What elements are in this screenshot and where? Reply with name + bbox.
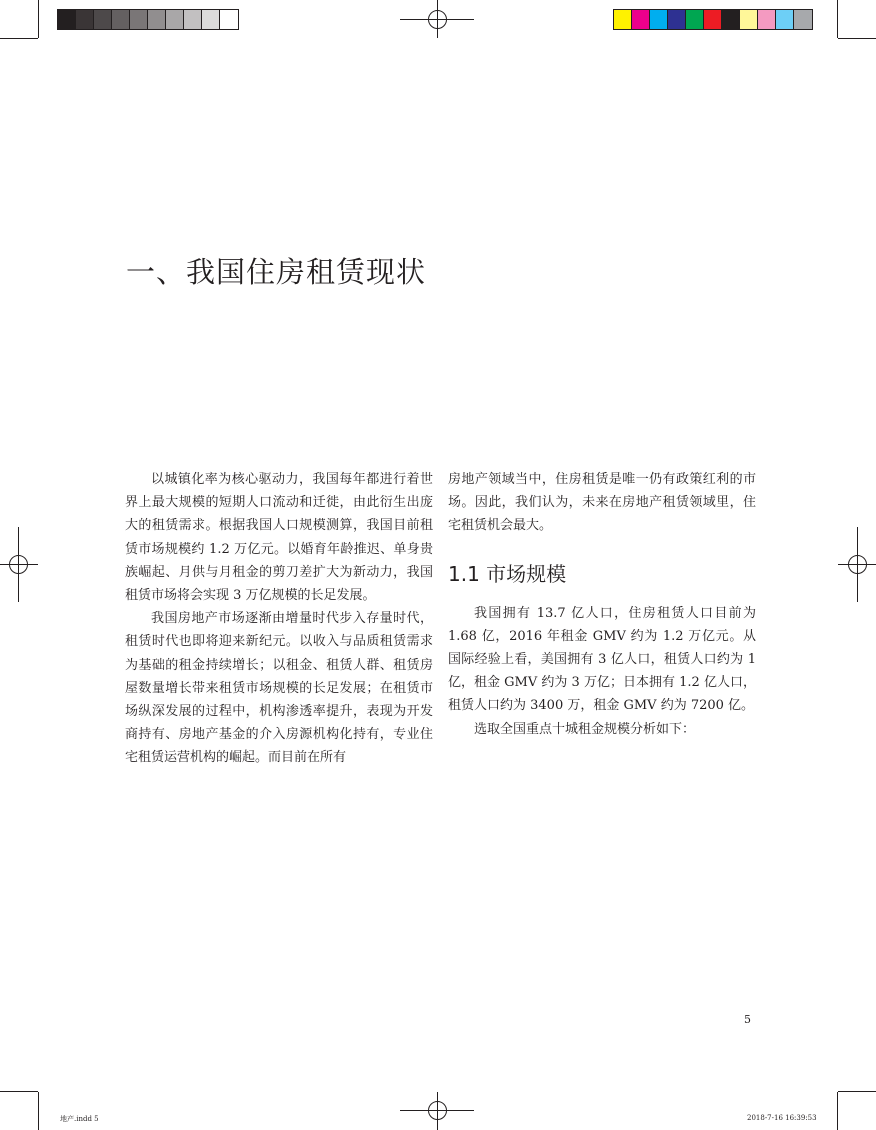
- body-paragraph: 我国拥有 13.7 亿人口，住房租赁人口目前为 1.68 亿，2016 年租金 GMV 约为 1.2 万亿元。从国际经验上看，美国拥有 3 亿人口，租赁人口约为 1 亿，租金 GMV 约为 3 万亿；日本拥有 1.2 亿人口，租赁人口约为 3400 万，租金 GMV 约为 7200 亿。: [448, 605, 756, 714]
- slug-timestamp: 2018-7-16 16:39:53: [747, 1114, 817, 1122]
- color-swatch: [776, 10, 794, 29]
- color-swatch: [740, 10, 758, 29]
- gray-swatch: [184, 10, 202, 29]
- gray-swatch: [130, 10, 148, 29]
- registration-mark-top: [400, 0, 474, 38]
- registration-mark-right: [838, 527, 876, 602]
- color-swatch: [722, 10, 740, 29]
- gray-swatch: [76, 10, 94, 29]
- left-column: [125, 468, 433, 770]
- grayscale-bar: [57, 9, 239, 30]
- page-number: 5: [744, 1013, 751, 1026]
- color-swatch: [704, 10, 722, 29]
- gray-swatch: [58, 10, 76, 29]
- color-swatch: [632, 10, 650, 29]
- gray-swatch: [220, 10, 238, 29]
- registration-mark-bottom: [400, 1092, 474, 1130]
- slug-file-info: 地产.indd 5: [60, 1115, 99, 1123]
- right-column: [448, 468, 756, 741]
- color-swatch: [650, 10, 668, 29]
- body-paragraph: 选取全国重点十城租金规模分析如下：: [474, 721, 696, 737]
- chapter-title: 一、我国住房租赁现状: [126, 255, 427, 289]
- color-bar: [613, 9, 813, 30]
- color-swatch: [686, 10, 704, 29]
- color-swatch: [668, 10, 686, 29]
- body-paragraph: 我国房地产市场逐渐由增量时代步入存量时代，租赁时代也即将迎来新纪元。以收入与品质租赁需求为基础的租金持续增长；以租金、租赁人群、租赁房屋数量增长带来租赁市场规模的长足发展；在租赁市场纵深发展的过程中，机构渗透率提升，表现为开发商持有、房地产基金的介入房源机构化持有，专业住宅租赁运营机构的崛起。而目前在所有: [125, 611, 433, 766]
- gray-swatch: [94, 10, 112, 29]
- section-title: 1.1 市场规模: [448, 561, 567, 586]
- body-paragraph: 以城镇化率为核心驱动力，我国每年都进行着世界上最大规模的短期人口流动和迁徙，由此衍生出庞大的租赁需求。根据我国人口规模测算，我国目前租赁市场规模约 1.2 万亿元。以婚育年龄推迟、单身贵族崛起、月供与月租金的剪刀差扩大为新动力，我国租赁市场将会实现 3 万亿规模的长足发展。: [125, 472, 433, 604]
- gray-swatch: [112, 10, 130, 29]
- gray-swatch: [166, 10, 184, 29]
- gray-swatch: [148, 10, 166, 29]
- registration-mark-left: [0, 527, 38, 602]
- color-swatch: [794, 10, 812, 29]
- color-swatch: [758, 10, 776, 29]
- continued-paragraph: 房地产领域当中，住房租赁是唯一仍有政策红利的市场。因此，我们认为，未来在房地产租赁领域里，住宅租赁机会最大。: [448, 472, 756, 534]
- gray-swatch: [202, 10, 220, 29]
- color-swatch: [614, 10, 632, 29]
